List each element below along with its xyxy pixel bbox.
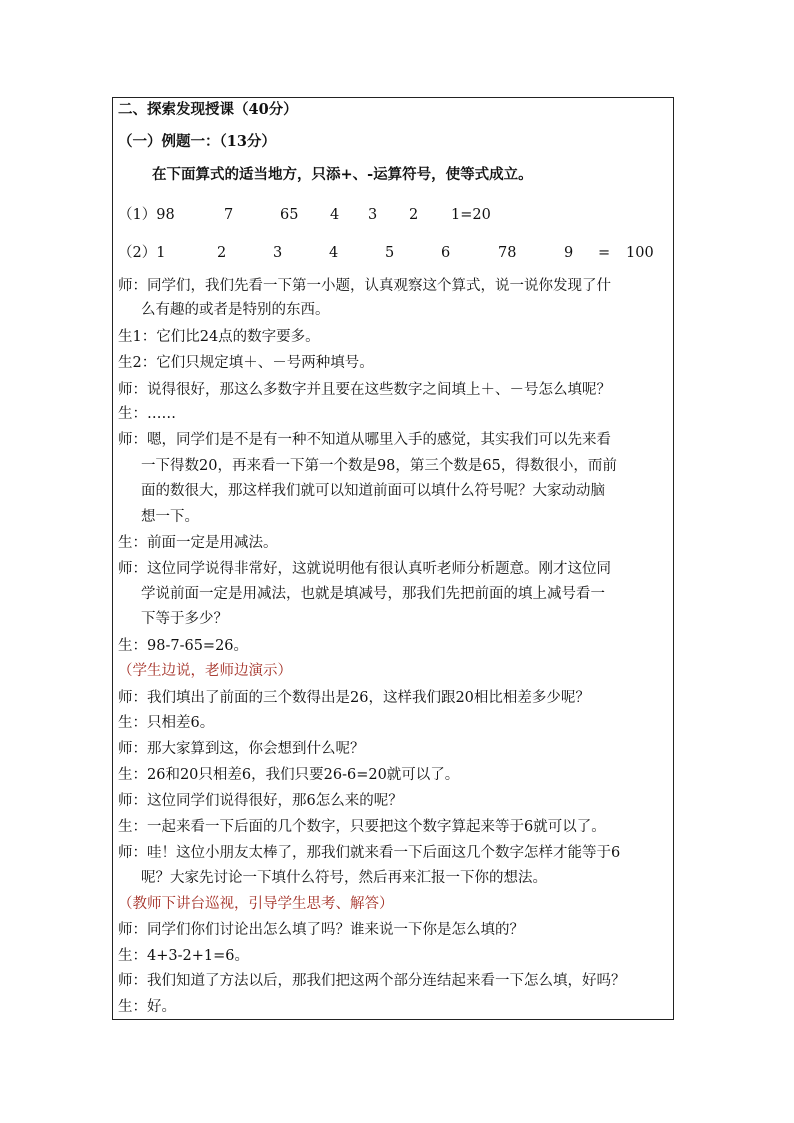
eq2-term: 3 — [273, 245, 283, 261]
dialogue-line: 学说前面一定是用减法，也就是填减号，那我们先把前面的填上减号看一 — [141, 586, 605, 602]
dialogue-line: 师：同学们你们讨论出怎么填了吗？谁来说一下你是怎么填的？ — [118, 922, 524, 938]
eq1-term: 2 — [409, 207, 419, 223]
dialogue-line: 生2：它们只规定填＋、－号两种填号。 — [118, 355, 374, 371]
dialogue-line: 师：同学们，我们先看一下第一小题，认真观察这个算式，说一说你发现了什 — [118, 278, 611, 294]
eq1-term: 65 — [280, 207, 299, 223]
dialogue-line: 师：这位同学说得非常好，这就说明他有很认真听老师分析题意。刚才这位同 — [118, 561, 611, 577]
dialogue-line: 师：嗯，同学们是不是有一种不知道从哪里入手的感觉，其实我们可以先来看 — [118, 432, 611, 448]
eq2-term: = — [598, 245, 611, 261]
dialogue-line: 生：前面一定是用减法。 — [118, 535, 278, 551]
dialogue-line: 呢？大家先讨论一下填什么符号，然后再来汇报一下你的想法。 — [141, 870, 547, 886]
dialogue-line: 生：只相差6。 — [118, 715, 215, 731]
stage-note: （学生边说，老师边演示） — [118, 663, 292, 679]
dialogue-line: 师：我们知道了方法以后，那我们把这两个部分连结起来看一下怎么填，好吗？ — [118, 973, 626, 989]
dialogue-line: 生1：它们比24点的数字要多。 — [118, 329, 320, 345]
eq2-term: 5 — [385, 245, 395, 261]
eq2-term: 6 — [441, 245, 451, 261]
eq1-term: 7 — [224, 207, 234, 223]
instruction-text: 在下面算式的适当地方，只添+、-运算符号，使等式成立。 — [152, 166, 533, 183]
dialogue-line: 面的数很大，那这样我们就可以知道前面可以填什么符号呢？大家动动脑 — [141, 483, 605, 499]
eq2-term: （2）1 — [118, 245, 166, 261]
dialogue-line: 师：那大家算到这，你会想到什么呢？ — [118, 741, 365, 757]
dialogue-line: 师：我们填出了前面的三个数得出是26，这样我们跟20相比相差多少呢？ — [118, 690, 590, 706]
eq1-term: （1）98 — [118, 207, 175, 223]
dialogue-line: 生：一起来看一下后面的几个数字，只要把这个数字算起来等于6就可以了。 — [118, 819, 606, 835]
section-title: 二、探索发现授课（40分） — [118, 101, 298, 118]
dialogue-line: 生：98-7-65=26。 — [118, 638, 249, 654]
dialogue-line: 一下得数20，再来看一下第一个数是98，第三个数是65，得数很小，而前 — [141, 458, 617, 474]
dialogue-line: 想一下。 — [141, 509, 199, 525]
eq2-term: 4 — [329, 245, 339, 261]
eq2-term: 2 — [217, 245, 227, 261]
example-title: （一）例题一：（13分） — [118, 133, 276, 150]
dialogue-line: 下等于多少？ — [141, 611, 228, 627]
stage-note: （教师下讲台巡视，引导学生思考、解答） — [118, 896, 394, 912]
dialogue-line: 生：…… — [118, 406, 176, 422]
eq2-term: 9 — [564, 245, 574, 261]
eq1-term: 3 — [368, 207, 378, 223]
dialogue-line: 师：哇！这位小朋友太棒了，那我们就来看一下后面这几个数字怎样才能等于6 — [118, 845, 621, 861]
dialogue-line: 师：说得很好，那这么多数字并且要在这些数字之间填上＋、－号怎么填呢？ — [118, 382, 611, 398]
eq1-term: 4 — [330, 207, 340, 223]
eq2-term: 100 — [626, 245, 654, 261]
eq1-term: 1=20 — [451, 207, 491, 223]
eq2-term: 78 — [498, 245, 517, 261]
dialogue-line: 生：26和20只相差6，我们只要26-6=20就可以了。 — [118, 767, 460, 783]
dialogue-line: 么有趣的或者是特别的东西。 — [141, 302, 330, 318]
dialogue-line: 生：好。 — [118, 999, 176, 1015]
dialogue-line: 生：4+3-2+1=6。 — [118, 948, 249, 964]
dialogue-line: 师：这位同学们说得很好，那6怎么来的呢？ — [118, 793, 403, 809]
